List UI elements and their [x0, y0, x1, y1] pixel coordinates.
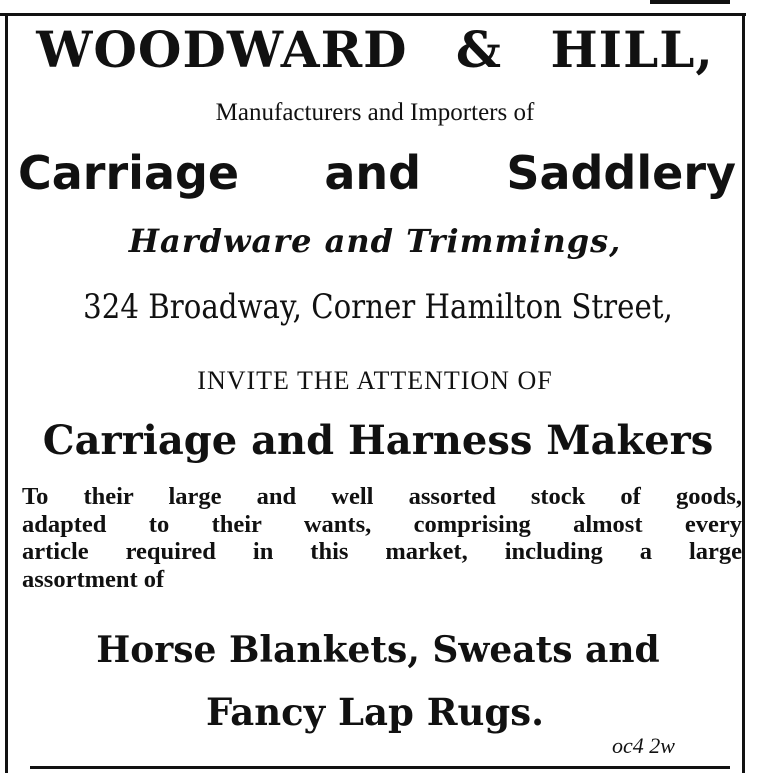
- left-border-rule: [5, 14, 8, 773]
- audience: Carriage and Harness Makers: [42, 417, 714, 464]
- body-line: To their large and well assorted stock of goods,: [22, 483, 742, 510]
- headline-word-saddlery: Saddlery: [506, 146, 736, 200]
- top-border-rule: [0, 13, 746, 16]
- address: 324 Broadway, Corner Hamilton Street,: [83, 287, 673, 327]
- feature-line-1: Horse Blankets, Sweats and: [96, 629, 660, 671]
- bottom-border-rule: [30, 766, 730, 769]
- body-paragraph: [22, 483, 742, 593]
- body-line: assortment of: [22, 565, 165, 593]
- firm-name: WOODWARD & HILL,: [36, 20, 714, 79]
- headline-word-carriage: Carriage: [18, 146, 240, 200]
- top-edge-mark: [650, 0, 730, 4]
- feature-line-2: Fancy Lap Rugs.: [205, 690, 544, 734]
- insertion-code: oc4 2w: [612, 733, 675, 758]
- right-border-rule: [742, 14, 745, 773]
- trade-description: Manufacturers and Importers of: [215, 99, 535, 126]
- body-line: adapted to their wants, comprising almost every: [22, 510, 742, 538]
- invitation: INVITE THE ATTENTION OF: [197, 366, 553, 395]
- body-line: article required in this market, including a large: [22, 538, 742, 565]
- product-line: Hardware and Trimmings,: [128, 222, 622, 260]
- headline-word-and: and: [324, 146, 422, 200]
- headline: [18, 146, 736, 200]
